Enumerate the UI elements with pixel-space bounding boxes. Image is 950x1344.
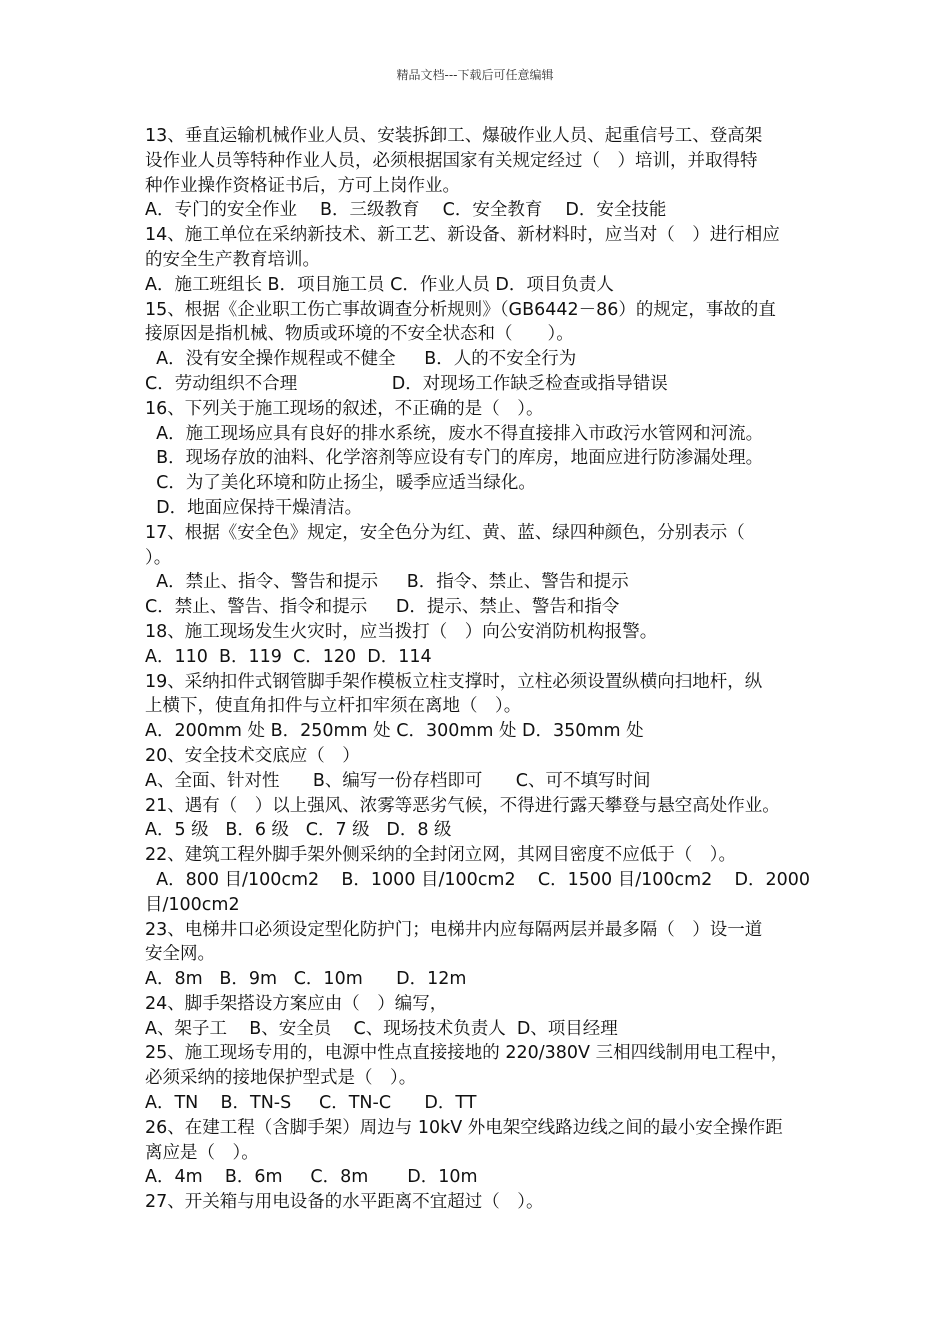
text-line: 15、根据《企业职工伤亡事故调查分析规则》（GB6442－86）的规定，事故的直 [145,299,776,320]
text-line: 的安全生产教育培训。 [145,249,320,270]
text-line: A、全面、针对性 B、编写一份存档即可 C、可不填写时间 [145,770,651,791]
text-line: 目/100cm2 [145,894,240,915]
text-line: A．施工班组长 B．项目施工员 C．作业人员 D．项目负责人 [145,274,614,295]
text-line: 16、下列关于施工现场的叙述，不正确的是（ ）。 [145,398,544,419]
text-line: 14、施工单位在采纳新技术、新工艺、新设备、新材料时，应当对（ ）进行相应 [145,225,780,246]
text-line: A．TN B．TN-S C．TN-C D．TT [145,1093,477,1114]
text-line: A．没有安全操作规程或不健全 B．人的不安全行为 [145,349,577,370]
text-line: 18、施工现场发生火灾时，应当拨打（ ）向公安消防机构报警。 [145,621,658,642]
text-line: C．为了美化环境和防止扬尘，暖季应适当绿化。 [145,473,536,494]
text-line: ）。 [145,547,172,568]
text-line: 必须采纳的接地保护型式是（ ）。 [145,1068,417,1089]
text-line: A．200mm 处 B．250mm 处 C．300mm 处 D．350mm 处 [145,721,644,742]
text-line: 13、垂直运输机械作业人员、安装拆卸工、爆破作业人员、起重信号工、登高架 [145,126,763,146]
text-line: 设作业人员等特种作业人员，必须根据国家有关规定经过（ ）培训，并取得特 [145,150,758,171]
text-line: B．现场存放的油料、化学溶剂等应设有专门的库房，地面应进行防渗漏处理。 [145,448,764,469]
text-line: 离应是（ ）。 [145,1142,259,1163]
text-line: 23、电梯井口必须设定型化防护门；电梯井内应每隔两层并最多隔（ ）设一道 [145,919,763,940]
document-body [145,124,835,1215]
text-line: 24、脚手架搭设方案应由（ ）编写， [145,993,448,1014]
text-line: 上横下，使直角扣件与立杆扣牢须在离地（ ）。 [145,696,522,717]
text-line: 27、开关箱与用电设备的水平距离不宜超过（ ）。 [145,1192,544,1213]
text-line: 20、安全技术交底应（ ） [145,745,360,766]
text-line: A．施工现场应具有良好的排水系统，废水不得直接排入市政污水管网和河流。 [145,423,764,444]
text-line: 19、采纳扣件式钢管脚手架作模板立柱支撑时，立柱必须设置纵横向扫地杆，纵 [145,671,763,692]
text-line: 安全网。 [145,944,215,965]
text-line: 17、根据《安全色》规定，安全色分为红、黄、蓝、绿四种颜色，分别表示（ [145,522,745,543]
text-line: A．8m B．9m C．10m D．12m [145,969,467,990]
text-line: A．5 级 B．6 级 C．7 级 D．8 级 [145,820,452,841]
page-header: 精品文档---下载后可任意编辑 [396,68,554,82]
text-line: C．禁止、警告、指令和提示 D．提示、禁止、警告和指令 [145,597,620,618]
text-line: 21、遇有（ ）以上强风、浓雾等恶劣气候，不得进行露天攀登与悬空高处作业。 [145,795,780,816]
text-line: 种作业操作资格证书后，方可上岗作业。 [145,175,460,196]
text-line: A．专门的安全作业 B．三级教育 C．安全教育 D．安全技能 [145,200,667,221]
text-line: A．110 B．119 C．120 D．114 [145,646,432,667]
text-line: 22、建筑工程外脚手架外侧采纳的全封闭立网，其网目密度不应低于（ ）。 [145,845,737,866]
text-line: D．地面应保持干燥清洁。 [145,497,363,518]
text-line: 26、在建工程（含脚手架）周边与 10kV 外电架空线路边线之间的最小安全操作距 [145,1117,783,1138]
text-line: A、架子工 B、安全员 C、现场技术负责人 D、项目经理 [145,1018,618,1039]
text-line: A．4m B．6m C．8m D．10m [145,1167,478,1188]
text-line: C．劳动组织不合理 D．对现场工作缺乏检查或指导错误 [145,373,668,394]
text-line: 25、施工现场专用的，电源中性点直接接地的 220/380V 三相四线制用电工程中， [145,1043,789,1064]
text-line: 接原因是指机械、物质或环境的不安全状态和（ ）。 [145,324,574,345]
text-line: A．禁止、指令、警告和提示 B．指令、禁止、警告和提示 [145,572,629,593]
text-line: A．800 目/100cm2 B．1000 目/100cm2 C．1500 目/100cm2 D．2000 [145,869,811,890]
